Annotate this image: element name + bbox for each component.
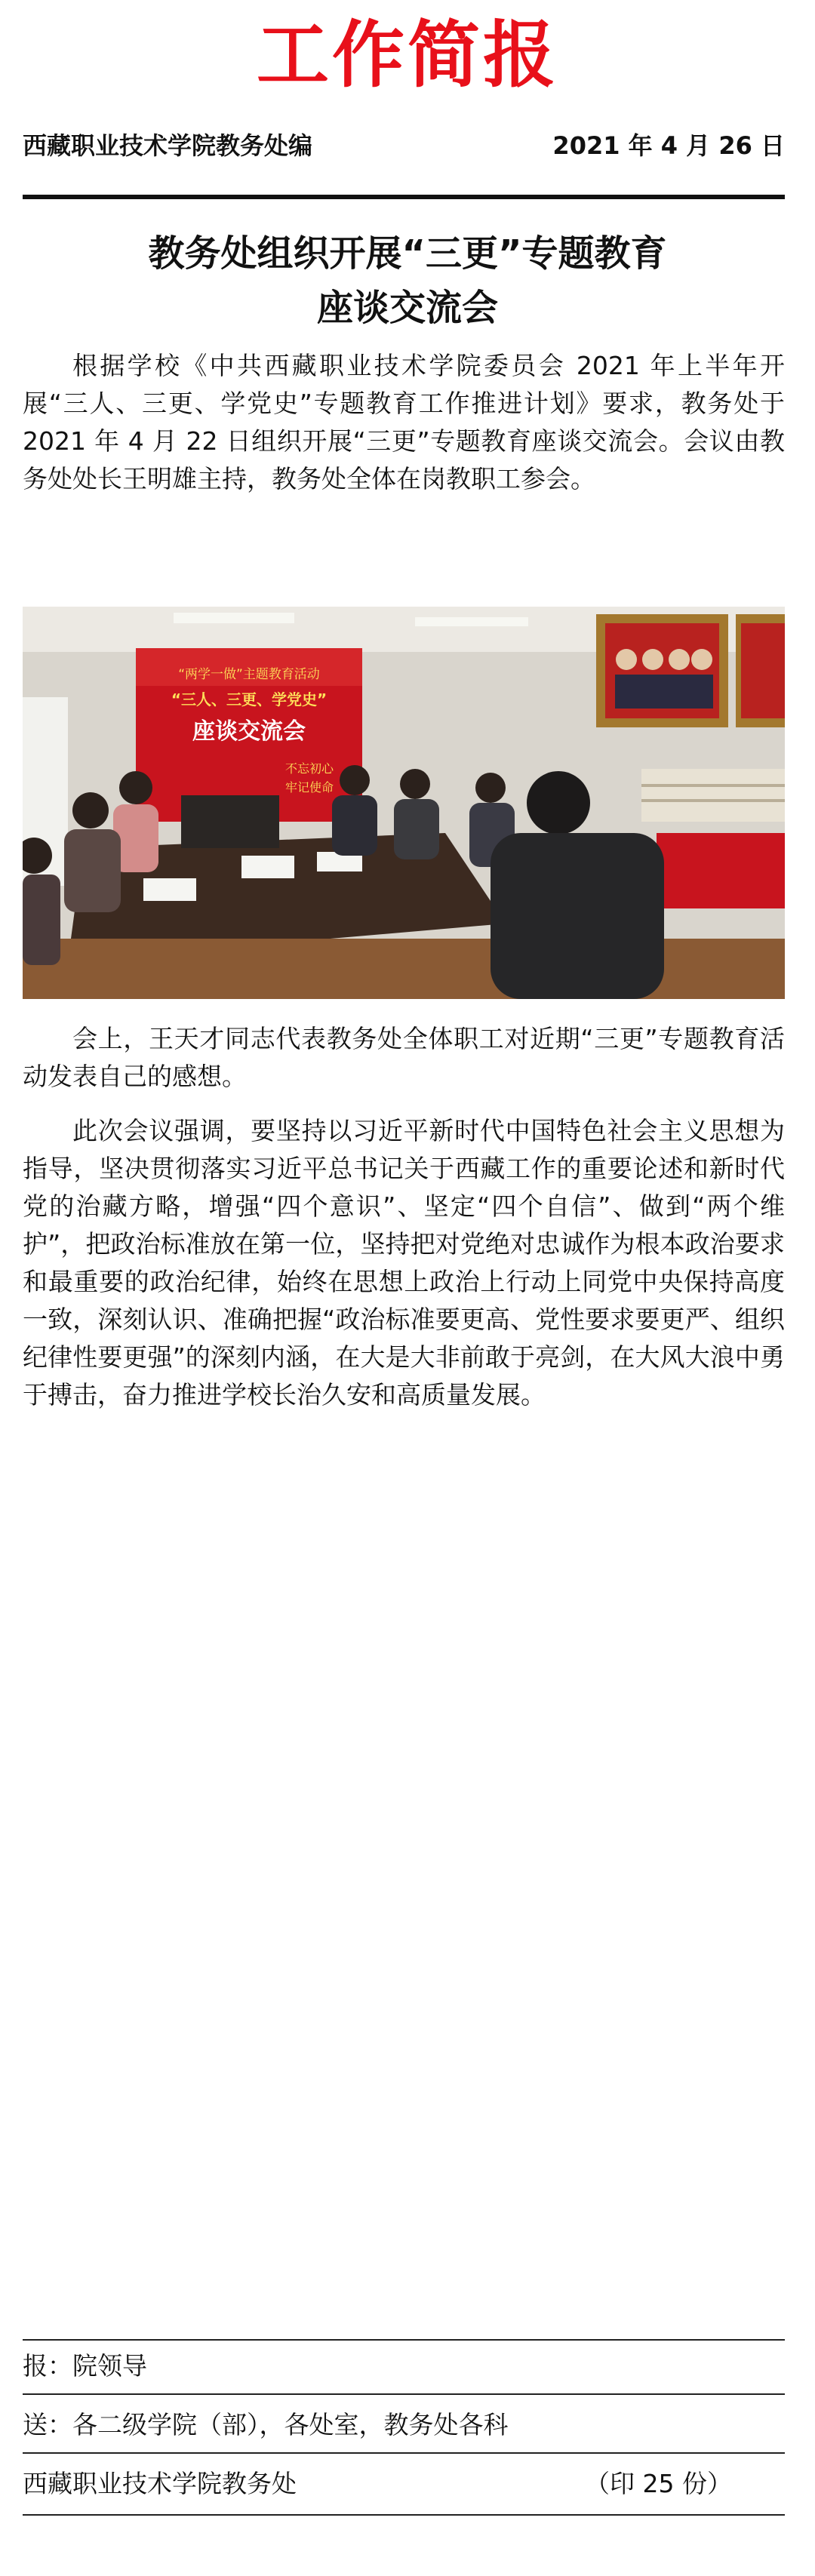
footer-copies: （印 25 份）: [585, 2469, 732, 2498]
paragraph-2: 会上，王天才同志代表教务处全体职工对近期“三更”专题教育活动发表自己的感想。: [23, 1024, 785, 1091]
masthead-title: 工作简报: [257, 13, 558, 97]
issuer: 西藏职业技术学院教务处编: [23, 131, 313, 160]
footer-rule-bottom: [23, 2514, 785, 2516]
screen-line1: “两学一做”主题教育活动: [178, 667, 320, 682]
footer-rule-2: [23, 2393, 785, 2395]
article-title-line2: 座谈交流会: [316, 287, 498, 329]
footer-report: 报：院领导: [23, 2351, 147, 2381]
screen-line5: 牢记使命: [284, 780, 334, 795]
footer-send: 送：各二级学院（部），各处室，教务处各科: [23, 2410, 509, 2439]
footer-rule-3: [23, 2452, 785, 2454]
issue-date: 2021 年 4 月 26 日: [552, 131, 785, 160]
footer-office-row: [23, 2461, 785, 2507]
footer-office: 西藏职业技术学院教务处: [23, 2469, 297, 2498]
meeting-photo: [23, 607, 785, 999]
article-title: [45, 226, 770, 335]
screen-line3: 座谈交流会: [192, 718, 306, 745]
paragraph-1: 根据学校《中共西藏职业技术学院委员会 2021 年上半年开展“三人、三更、学党史”专题教育工作推进计划》要求，教务处于 2021 年 4 月 22 日组织开展“三更”专题教育座谈交流会。会议由教务处处长王明雄主持，教务处全体在岗教职工参会。: [23, 351, 785, 493]
paragraph-3: 此次会议强调，要坚持以习近平新时代中国特色社会主义思想为指导，坚决贯彻落实习近平总书记关于西藏工作的重要论述和新时代党的治藏方略，增强“四个意识”、坚定“四个自信”、做到“两个维护”，把政治标准放在第一位，坚持把对党绝对忠诚作为根本政治要求和最重要的政治纪律，始终在思想上政治上行动上同党中央保持高度一致，深刻认识、准确把握“政治标准要更高、党性要求要更严、组织纪律性要更强”的深刻内涵，在大是大非前敢于亮剑，在大风大浪中勇于搏击，奋力推进学校长治久安和高质量发展。: [23, 1116, 785, 1409]
issuer-date-row: [23, 127, 785, 164]
screen-line4: 不忘初心: [284, 761, 334, 776]
header-rule: [23, 195, 785, 199]
screen-line2: “三人、三更、学党史”: [171, 690, 328, 709]
footer-rule-top: [23, 2339, 785, 2341]
article-title-line1: 教务处组织开展“三更”专题教育: [148, 232, 667, 275]
